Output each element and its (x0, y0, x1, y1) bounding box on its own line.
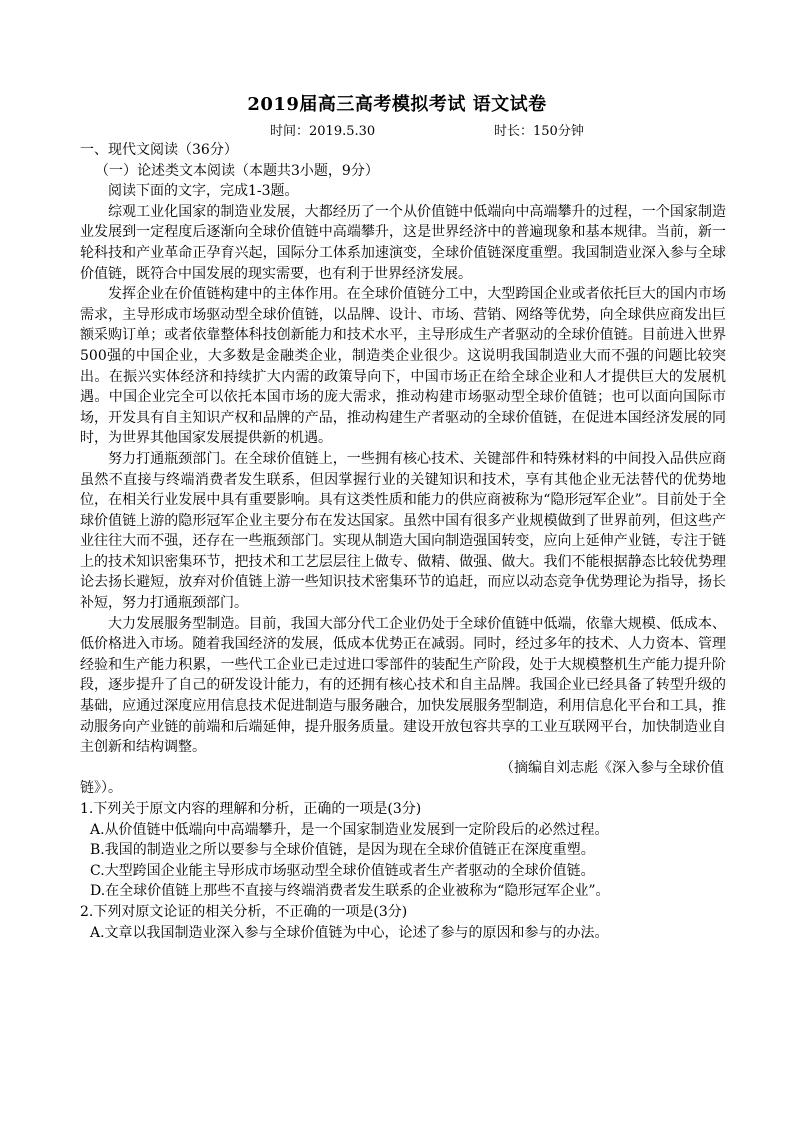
subsection-heading: （一）论述类文本阅读（本题共3小题，9分） (95, 162, 379, 179)
question-1-stem: 1.下列关于原文内容的理解和分析，正确的一项是(3分) (80, 801, 422, 817)
article-paragraph-2: 发挥企业在价值链构建中的主体作用。在全球价值链分工中，大型跨国企业或者依托巨大的国内市场需求，主导形成市场驱动型全球价值链，以品牌、设计、市场、营销、网络等优势，向全球供应商发出巨额采购订单；或者依靠整体科技创新能力和技术水平，主导形成生产者驱动的全球价值链。目前进入世界500强的中国企业，大多数是金融类企业，制造类企业很少。这说明我国制造业大而不强的问题比较突出。在振兴实体经济和持续扩大内需的政策导向下，中国市场正在给全球企业和人才提供巨大的发展机遇。中国企业完全可以依托本国市场的庞大需求，推动构建市场驱动型全球价值链；也可以面向国际市场，开发具有自主知识产权和品牌的产品，推动构建生产者驱动的全球价值链，在促进本国经济发展的同时，为世界其他国家发展提供新的机遇。 (80, 286, 726, 447)
article-paragraph-1: 综观工业化国家的制造业发展，大都经历了一个从价值链中低端向中高端攀升的过程，一个国家制造业发展到一定程度后逐渐向全球价值链中高端攀升，这是世界经济中的普遍现象和基本规律。当前，新一轮科技和产业革命正孕育兴起，国际分工体系加速演变，全球价值链深度重塑。我国制造业深入参与全球价值链，既符合中国发展的现实需要，也有利于世界经济发展。 (80, 203, 726, 282)
exam-title: 2019届高三高考模拟考试 语文试卷 (247, 94, 547, 115)
question-1-option-c: C.大型跨国企业能主导形成市场驱动型全球价值链或者生产者驱动的全球价值链。 (90, 862, 595, 879)
article-source: （摘编自刘志彪《深入参与全球价值 (500, 759, 724, 776)
question-2-stem: 2.下列对原文论证的相关分析，不正确的一项是(3分) (80, 903, 408, 920)
exam-content (80, 140, 726, 943)
article-paragraph-3: 努力打通瓶颈部门。在全球价值链上，一些拥有核心技术、关键部件和特殊材料的中间投入品供应商虽然不直接与终端消费者发生联系，但因掌握行业的关键知识和技术，享有其他企业无法替代的优势地位，在相关行业发展中具有重要影响。具有这类性质和能力的供应商被称为“隐形冠军企业”。目前处于全球价值链上游的隐形冠军企业主要分布在发达国家。虽然中国有很多产业规模做到了世界前列，但这些产业往往大而不强，还存在一些瓶颈部门。实现从制造大国向制造强国转变，应向上延伸产业链，专注于链上的技术知识密集环节，把技术和工艺层层往上做专、做精、做强、做大。我们不能根据静态比较优势理论去扬长避短，放弃对价值链上游一些知识技术密集环节的追赶，而应以动态竞争优势理论为指导，扬长补短，努力打通瓶颈部门。 (80, 450, 726, 612)
article-source-continued: 链》）。 (80, 780, 122, 797)
question-1-option-d: D.在全球价值链上那些不直接与终端消费者发生联系的企业被称为“隐形冠军企业”。 (90, 883, 610, 900)
reading-instruction: 阅读下面的文字，完成1-3题。 (108, 183, 299, 200)
question-1-option-a: A.从价值链中低端向中高端攀升，是一个国家制造业发展到一定阶段后的必然过程。 (90, 821, 609, 838)
exam-time: 时间：2019.5.30 (270, 124, 376, 139)
question-2-option-a: A.文章以我国制造业深入参与全球价值链为中心，论述了参与的原因和参与的办法。 (90, 924, 609, 941)
article-paragraph-4: 大力发展服务型制造。目前，我国大部分代工企业仍处于全球价值链中低端，依靠大规模、低成本、低价格进入市场。随着我国经济的发展，低成本优势正在减弱。同时，经过多年的技术、人力资本、管理经验和生产能力积累，一些代工企业已走过进口零部件的装配生产阶段，处于大规模整机生产能力提升阶段，逐步提升了自己的研发设计能力，有的还拥有核心技术和自主品牌。我国企业已经具备了转型升级的基础，应通过深度应用信息技术促进制造与服务融合，加快发展服务型制造，利用信息化平台和工具，推动服务向产业链的前端和后端延伸，提升服务质量。建设开放包容共享的工业互联网平台，加快制造业自主创新和结构调整。 (80, 615, 726, 756)
exam-duration: 时长：150分钟 (494, 124, 584, 139)
section-heading: 一、现代文阅读（36分） (80, 142, 238, 158)
question-1-option-b: B.我国的制造业之所以要参与全球价值链，是因为现在全球价值链正在深度重塑。 (90, 842, 595, 859)
